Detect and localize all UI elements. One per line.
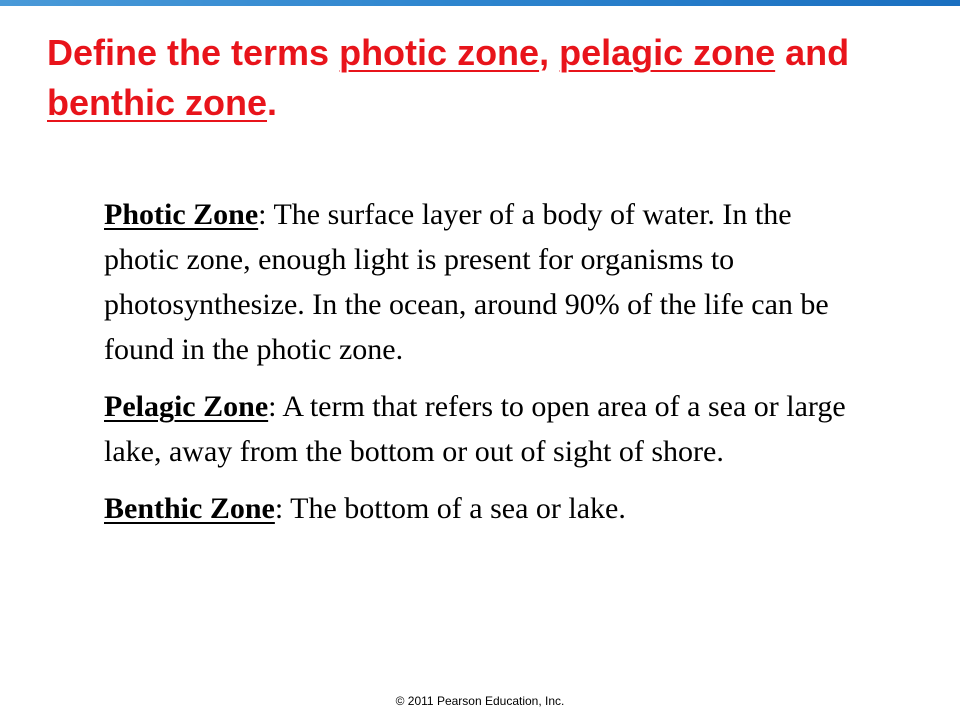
title-prefix: Define the terms xyxy=(47,32,340,73)
definition-term: Photic Zone xyxy=(104,198,259,231)
definition-text: : The bottom of a sea or lake. xyxy=(274,492,626,525)
copyright-notice: © 2011 Pearson Education, Inc. xyxy=(395,694,565,708)
definitions-list xyxy=(104,192,849,543)
top-accent-bar xyxy=(0,0,960,6)
title-term-photic-zone: photic zone xyxy=(339,32,540,73)
definition-text: : A term that refers to open area of a sea or large lake, away from the bottom or out of sight of shore. xyxy=(104,390,846,468)
title-term-benthic-zone: benthic zone xyxy=(47,82,268,123)
definition-benthic-zone xyxy=(104,486,849,531)
title-separator-1: , xyxy=(539,32,560,73)
definition-term: Pelagic Zone xyxy=(104,390,269,423)
title-separator-2: and xyxy=(775,32,850,73)
title-term-pelagic-zone: pelagic zone xyxy=(559,32,776,73)
title-suffix: . xyxy=(267,82,278,123)
definition-term: Benthic Zone xyxy=(104,492,275,525)
definition-photic-zone xyxy=(104,192,849,372)
definition-pelagic-zone xyxy=(104,384,849,474)
definition-text: : The surface layer of a body of water. In the photic zone, enough light is present for organisms to photosynthesize. In the ocean, around 90% of the life can be found in the photic zone. xyxy=(104,198,829,366)
slide-title xyxy=(47,28,927,128)
